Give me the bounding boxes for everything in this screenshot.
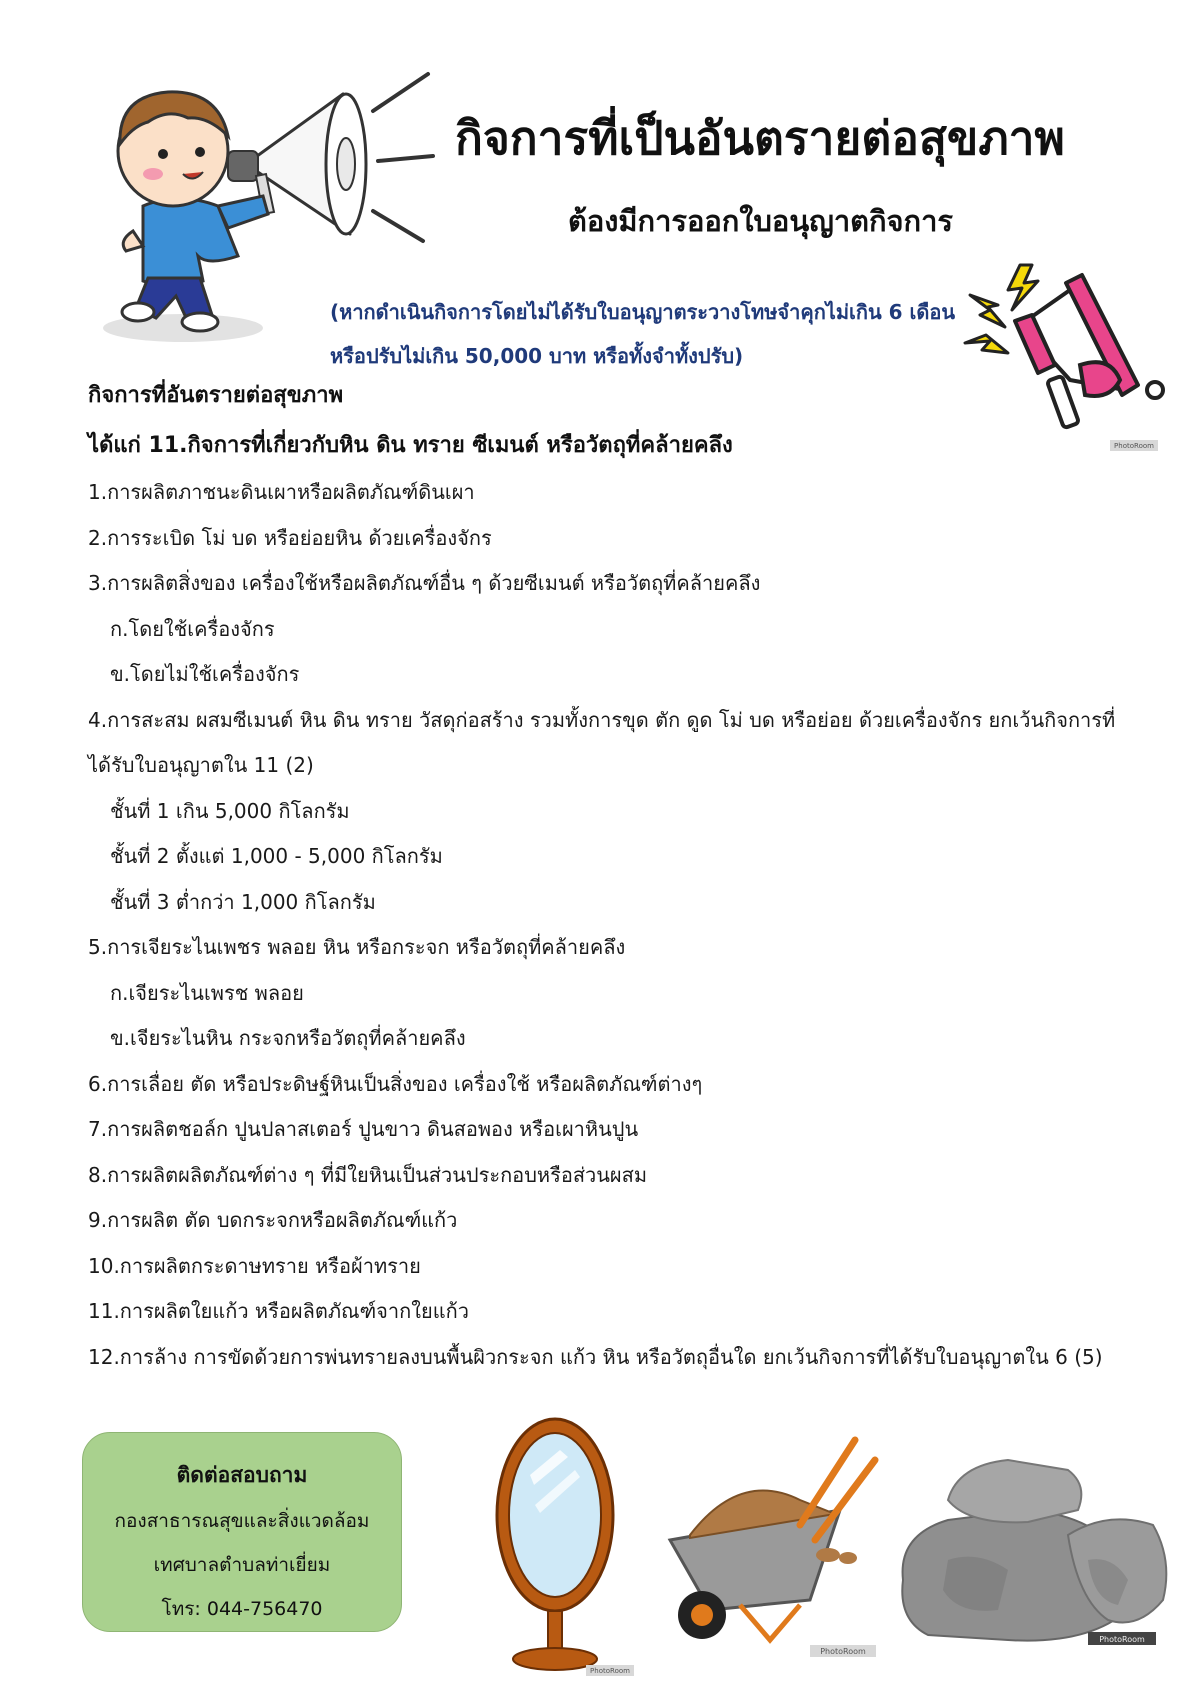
list-item: 12.การล้าง การขัดด้วยการพ่นทรายลงบนพื้นผิวกระจก แก้ว หิน หรือวัตถุอื่นใด ยกเว้นกิจการที่ได้รับใบอนุญาตใน 6 (5) [88, 1344, 1103, 1369]
contact-phone: โทร: 044-756470 [161, 1598, 323, 1620]
list-item: 2.การระเบิด โม่ บด หรือย่อยหิน ด้วยเครื่องจักร [88, 525, 492, 550]
list-item: 11.การผลิตใยแก้ว หรือผลิตภัณฑ์จากใยแก้ว [88, 1299, 469, 1323]
business-list [88, 470, 1118, 1380]
list-item: ชั้นที่ 2 ตั้งแต่ 1,000 - 5,000 กิโลกรัม [110, 844, 443, 868]
list-item: 1.การผลิตภาชนะดินเผาหรือผลิตภัณฑ์ดินเผา [88, 480, 475, 504]
list-item: ชั้นที่ 1 เกิน 5,000 กิโลกรัม [110, 798, 350, 823]
page-title: กิจการที่เป็นอันตรายต่อสุขภาพ [455, 111, 1065, 165]
list-item: 3.การผลิตสิ่งของ เครื่องใช้หรือผลิตภัณฑ์อื่น ๆ ด้วยซีเมนต์ หรือวัตถุที่คล้ายคลึง [88, 571, 761, 595]
contact-municipality: เทศบาลตำบลท่าเยี่ยม [153, 1554, 331, 1576]
list-item: ก.โดยใช้เครื่องจักร [110, 616, 275, 641]
page-subtitle: ต้องมีการออกใบอนุญาตกิจการ [568, 204, 953, 238]
list-item: 5.การเจียระไนเพชร พลอย หิน หรือกระจก หรือวัตถุที่คล้ายคลึง [88, 935, 626, 959]
list-item: 10.การผลิตกระดาษทราย หรือผ้าทราย [88, 1253, 421, 1278]
photoroom-watermark: PhotoRoom [1099, 1635, 1145, 1644]
section-heading: กิจการที่อันตรายต่อสุขภาพ [88, 383, 344, 408]
list-item: 8.การผลิตผลิตภัณฑ์ต่าง ๆ ที่มีใยหินเป็นส่วนประกอบหรือส่วนผสม [88, 1162, 648, 1187]
contact-title: ติดต่อสอบถาม [176, 1463, 308, 1487]
list-item: 6.การเลื่อย ตัด หรือประดิษฐ์หินเป็นสิ่งของ เครื่องใช้ หรือผลิตภัณฑ์ต่างๆ [88, 1071, 703, 1096]
list-item: ได้รับใบอนุญาตใน 11 (2) [88, 753, 314, 777]
contact-department: กองสาธารณสุขและสิ่งแวดล้อม [114, 1510, 370, 1532]
contact-box [82, 1432, 402, 1632]
list-item: ข.โดยไม่ใช้เครื่องจักร [110, 662, 300, 686]
photoroom-watermark: PhotoRoom [590, 1667, 630, 1675]
rocks-illustration [888, 1440, 1178, 1655]
list-item: 4.การสะสม ผสมซีเมนต์ หิน ดิน ทราย วัสดุก่อสร้าง รวมทั้งการขุด ตัก ดูด โม่ บด หรือย่อย ด้วยเครื่องจักร ยกเว้นกิจการที่ [88, 707, 1116, 732]
pink-megaphone-illustration [960, 255, 1175, 455]
list-item: ข.เจียระไนหิน กระจกหรือวัตถุที่คล้ายคลึง [110, 1026, 466, 1050]
mirror-illustration [490, 1415, 640, 1680]
list-item: 9.การผลิต ตัด บดกระจกหรือผลิตภัณฑ์แก้ว [88, 1208, 458, 1232]
list-item: ก.เจียระไนเพรช พลอย [110, 980, 304, 1005]
warning-line-1: (หากดำเนินกิจการโดยไม่ได้รับใบอนุญาตระวางโทษจำคุกไม่เกิน 6 เดือน [330, 300, 956, 324]
photoroom-watermark: PhotoRoom [1114, 442, 1154, 450]
list-item: ชั้นที่ 3 ต่ำกว่า 1,000 กิโลกรัม [110, 889, 376, 914]
megaphone-icon [1015, 275, 1163, 428]
section-subheading: ได้แก่ 11.กิจการที่เกี่ยวกับหิน ดิน ทราย ซีเมนต์ หรือวัตถุที่คล้ายคลึง [88, 433, 733, 458]
warning-line-2: หรือปรับไม่เกิน 50,000 บาท หรือทั้งจำทั้งปรับ) [330, 344, 744, 368]
wheelbarrow-illustration [650, 1430, 890, 1660]
photoroom-watermark: PhotoRoom [820, 1647, 866, 1656]
list-item: 7.การผลิตชอล์ก ปูนปลาสเตอร์ ปูนขาว ดินสอพอง หรือเผาหินปูน [88, 1117, 639, 1141]
